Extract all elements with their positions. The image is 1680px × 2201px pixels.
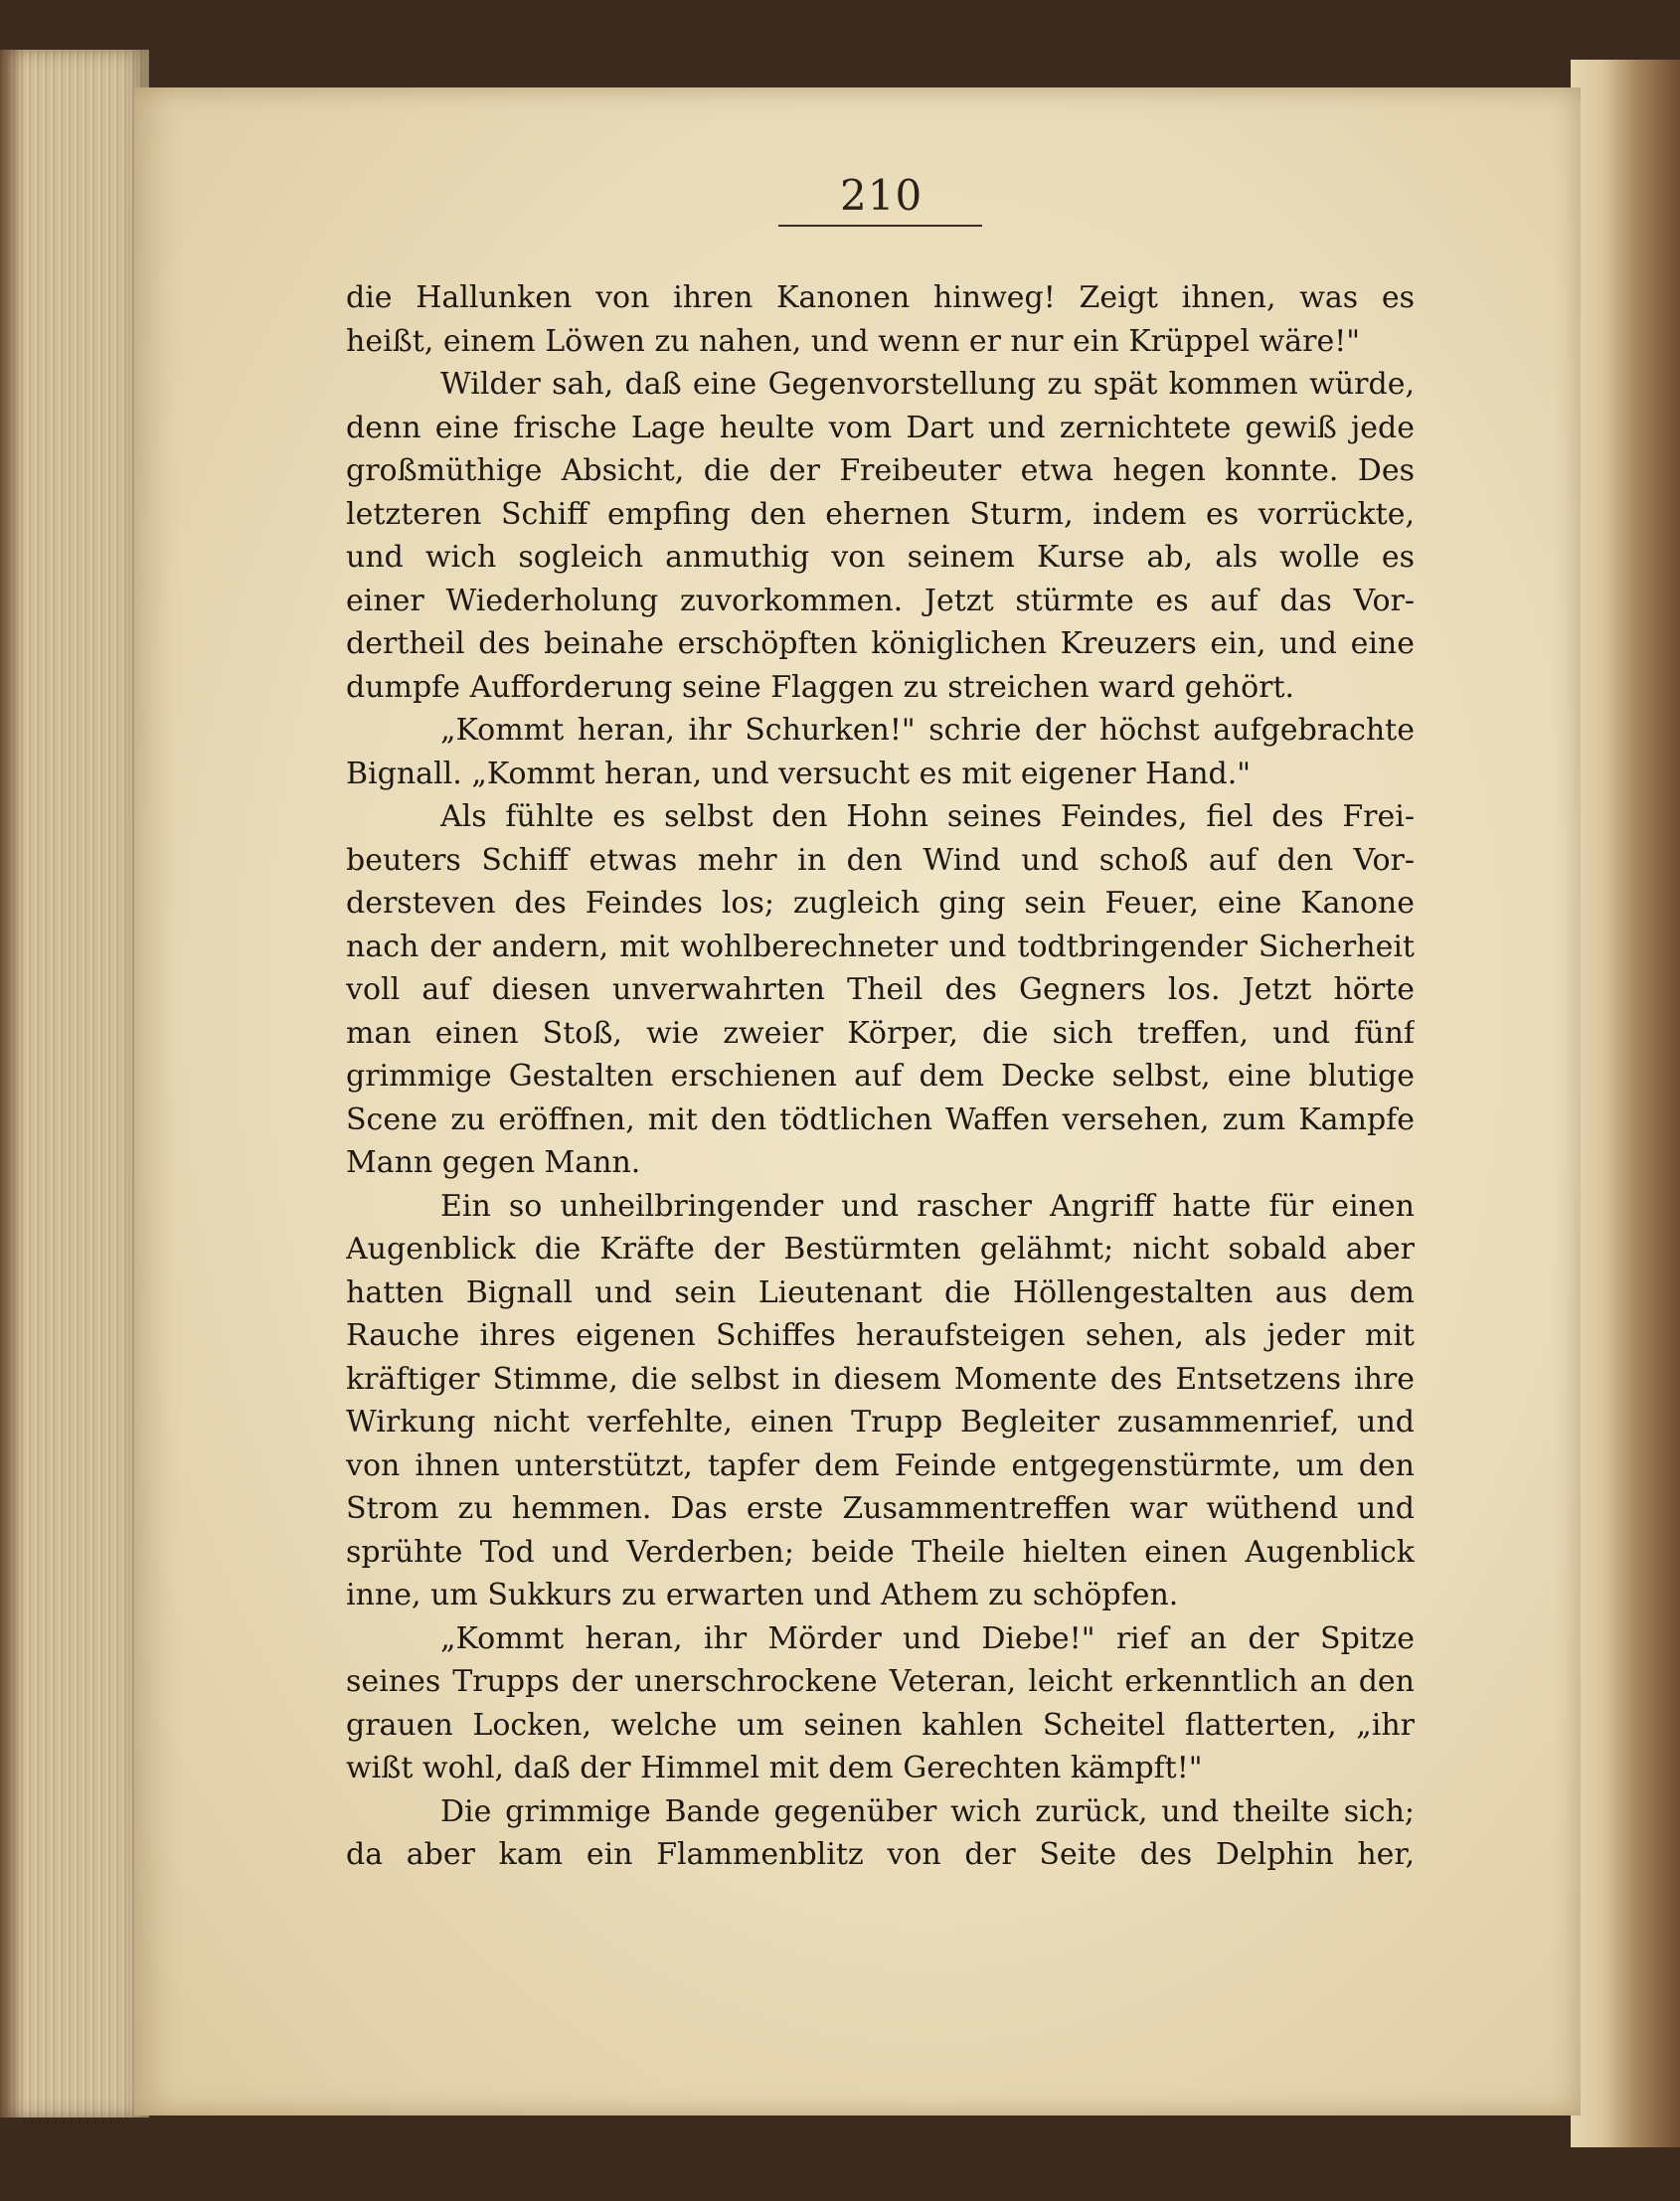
text-line: Rauche ihres eigenen Schiffes heraufsteigen sehen, als jeder mit xyxy=(346,1318,1415,1353)
page-number: 210 xyxy=(840,171,924,220)
text-line: Ein so unheilbringender und rascher Angriff hatte für einen xyxy=(440,1188,1415,1224)
header-rule xyxy=(778,225,982,227)
text-line: hatten Bignall und sein Lieutenant die Höllengestalten aus dem xyxy=(346,1274,1415,1310)
text-line: voll auf diesen unverwahrten Theil des Gegners los. Jetzt hörte xyxy=(346,972,1415,1007)
text-line: Mann gegen Mann. xyxy=(346,1145,641,1180)
text-line: großmüthige Absicht, die der Freibeuter etwa hegen konnte. Des xyxy=(346,453,1415,488)
text-line: man einen Stoß, wie zweier Körper, die sich treffen, und fünf xyxy=(346,1015,1415,1051)
text-line: heißt, einem Löwen zu nahen, und wenn er nur ein Krüppel wäre!" xyxy=(346,323,1361,359)
page-edges xyxy=(0,50,149,2117)
text-line: Scene zu eröffnen, mit den tödtlichen Waffen versehen, zum Kampfe xyxy=(346,1101,1415,1137)
text-line: kräftiger Stimme, die selbst in diesem Momente des Entsetzens ihre xyxy=(346,1361,1415,1397)
body-text xyxy=(346,276,1415,1877)
text-line: grimmige Gestalten erschienen auf dem Decke selbst, eine blutige xyxy=(346,1059,1415,1094)
text-line: „Kommt heran, ihr Schurken!" schrie der höchst aufgebrachte xyxy=(440,713,1415,748)
text-line: die Hallunken von ihren Kanonen hinweg! Zeigt ihnen, was es xyxy=(346,280,1415,315)
text-line: einer Wiederholung zuvorkommen. Jetzt stürmte es auf das Vor- xyxy=(346,583,1415,618)
text-line: da aber kam ein Flammenblitz von der Seite des Delphin her, xyxy=(346,1837,1415,1872)
text-line: Als fühlte es selbst den Hohn seines Feindes, fiel des Frei- xyxy=(440,799,1415,834)
text-line: wißt wohl, daß der Himmel mit dem Gerechten kämpft!" xyxy=(346,1751,1203,1785)
text-line: letzteren Schiff empfing den ehernen Sturm, indem es vorrückte, xyxy=(346,496,1415,532)
text-line: dumpfe Aufforderung seine Flaggen zu streichen ward gehört. xyxy=(346,669,1295,705)
text-line: inne, um Sukkurs zu erwarten und Athem zu schöpfen. xyxy=(346,1578,1179,1612)
text-line: und wich sogleich anmuthig von seinem Kurse ab, als wolle es xyxy=(346,540,1415,575)
text-line: dersteven des Feindes los; zugleich ging sein Feuer, eine Kanone xyxy=(346,886,1415,921)
text-line: Bignall. „Kommt heran, und versucht es mit eigener Hand." xyxy=(346,756,1252,791)
text-line: sprühte Tod und Verderben; beide Theile hielten einen Augenblick xyxy=(346,1534,1415,1570)
text-line: Augenblick die Kräfte der Bestürmten gelähmt; nicht sobald aber xyxy=(346,1232,1415,1267)
text-line: Die grimmige Bande gegenüber wich zurück, und theilte sich; xyxy=(440,1793,1415,1829)
text-line: nach der andern, mit wohlberechneter und todtbringender Sicherheit xyxy=(346,929,1415,964)
text-line: beuters Schiff etwas mehr in den Wind und schoß auf den Vor- xyxy=(346,842,1415,878)
text-line: grauen Locken, welche um seinen kahlen Scheitel flatterten, „ihr xyxy=(346,1707,1415,1743)
text-line: Wilder sah, daß eine Gegenvorstellung zu spät kommen würde, xyxy=(440,367,1415,402)
book-board xyxy=(1571,60,1680,2147)
text-line: von ihnen unterstützt, tapfer dem Feinde entgegenstürmte, um den xyxy=(346,1447,1415,1483)
text-line: Wirkung nicht verfehlte, einen Trupp Begleiter zusammenrief, und xyxy=(346,1405,1415,1439)
text-line: seines Trupps der unerschrockene Veteran, leicht erkenntlich an den xyxy=(346,1664,1415,1699)
text-line: dertheil des beinahe erschöpften königlichen Kreuzers ein, und eine xyxy=(346,626,1415,661)
text-line: „Kommt heran, ihr Mörder und Diebe!" rief an der Spitze xyxy=(440,1620,1415,1656)
text-line: Strom zu hemmen. Das erste Zusammentreffen war wüthend und xyxy=(346,1491,1415,1526)
text-line: denn eine frische Lage heulte vom Dart und zernichtete gewiß jede xyxy=(346,410,1415,445)
